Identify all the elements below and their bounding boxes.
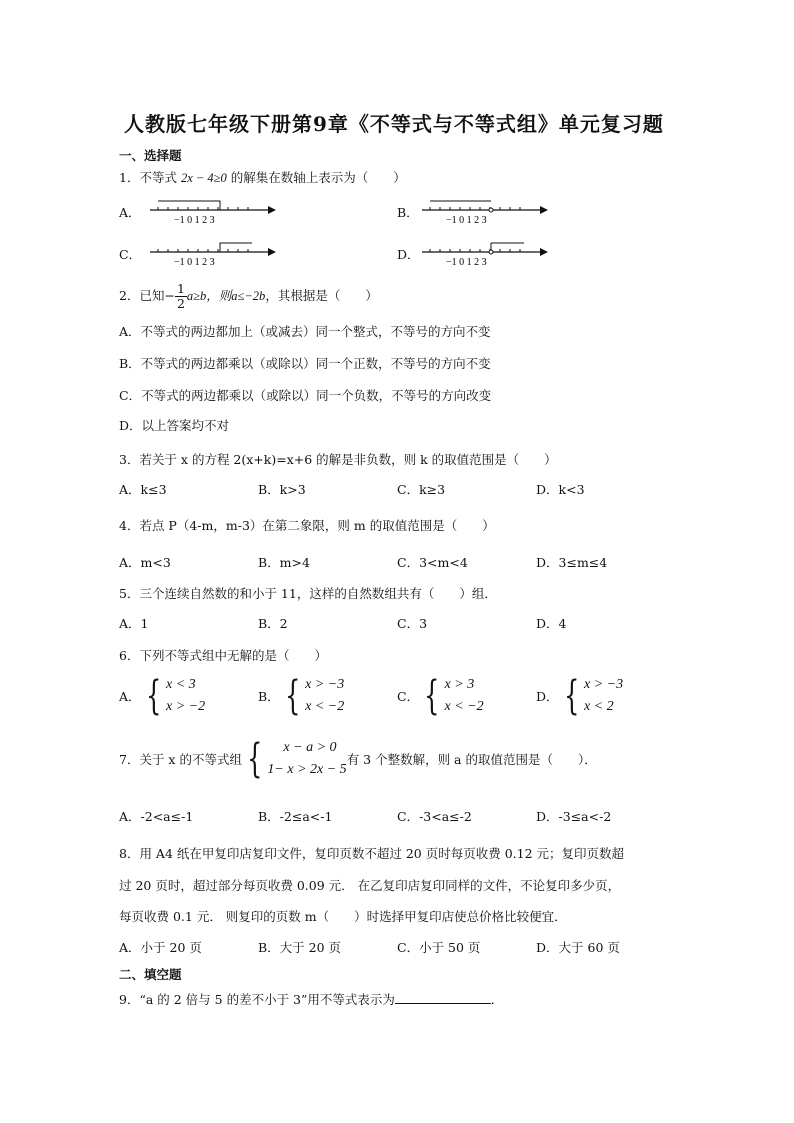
q5-option-a: A．1 [119, 616, 149, 631]
q6-option-d: D． { x > −3 x < 2 [536, 673, 624, 719]
q1-option-c-numberline [148, 240, 278, 270]
q4-option-d: D．3≤m≤4 [536, 555, 608, 570]
q8-option-a: A．小于 20 页 [119, 940, 202, 955]
q1-option-b-label: B． [397, 205, 419, 220]
q3-option-d: D．k<3 [536, 482, 585, 497]
q1-stem-b: 的解集在数轴上表示为（ ） [230, 170, 406, 185]
q1-stem-a: 1．不等式 [119, 170, 177, 185]
q1-option-a-label: A． [119, 205, 141, 220]
q7-system: x − a > 0 1− x > 2x − 5 [267, 740, 347, 777]
q7-option-d: D．-3≤a<-2 [536, 809, 612, 824]
q3-option-c: C．k≥3 [397, 482, 446, 497]
question-2 [119, 282, 378, 311]
question-8-line-3: 每页收费 0.1 元． 则复印的页数 m（ ）时选择甲复印店使总价格比较便宜． [119, 909, 567, 924]
q2-stem-c: a≤−2b [231, 289, 266, 303]
q5-option-c: C．3 [397, 616, 428, 631]
q2-stem-d: ，其根据是（ ） [265, 288, 378, 303]
q6-option-a: A． { x < 3 x > −2 [119, 673, 206, 719]
q8-option-c: C．小于 50 页 [397, 940, 481, 955]
q1-inequality: 2x − 4≥0 [180, 171, 227, 185]
q1-c-ticks: −1 0 1 2 3 [174, 257, 215, 268]
q1-a-ticks: −1 0 1 2 3 [174, 215, 215, 226]
q1-b-ticks: −1 0 1 2 3 [446, 215, 487, 226]
q2-option-a: A．不等式的两边都加上（或减去）同一个整式，不等号的方向不变 [119, 324, 491, 339]
q5-option-d: D．4 [536, 616, 567, 631]
question-8-line-2: 过 20 页时，超过部分每页收费 0.09 元． 在乙复印店复印同样的文件，不论复印多少页， [119, 878, 621, 893]
q2-stem-b: a≥b，则 [186, 289, 232, 303]
question-3: 3．若关于 x 的方程 2(x+k)=x+6 的解是非负数，则 k 的取值范围是（ ） [119, 452, 557, 467]
section-heading-fill: 二、填空题 [119, 967, 182, 982]
q9-end: ． [490, 992, 504, 1007]
q7-option-c: C．-3<a≤-2 [397, 809, 472, 824]
q6-option-c: C． { x > 3 x < −2 [397, 673, 484, 719]
question-4: 4．若点 P（4-m，m-3）在第二象限，则 m 的取值范围是（ ） [119, 518, 495, 533]
page-title: 人教版七年级下册第9章《不等式与不等式组》单元复习题 [124, 112, 664, 136]
q2-option-c: C．不等式的两边都乘以（或除以）同一个负数，不等号的方向改变 [119, 388, 492, 403]
q1-option-d-label: D． [397, 247, 420, 262]
q4-option-b: B．m>4 [258, 555, 310, 570]
q2-fraction: $\frac{1}{2}$ [176, 281, 185, 311]
q1-d-ticks: −1 0 1 2 3 [446, 257, 487, 268]
question-6: 6．下列不等式组中无解的是（ ） [119, 648, 327, 663]
q5-option-b: B．2 [258, 616, 288, 631]
q9-stem: 9．“a 的 2 倍与 5 的差不小于 3”用不等式表示为 [119, 992, 395, 1007]
q3-option-b: B．k>3 [258, 482, 306, 497]
q1-option-b-numberline [420, 198, 550, 228]
q4-option-a: A．m<3 [119, 555, 171, 570]
q1-option-a-numberline [148, 198, 278, 228]
q9-answer-blank[interactable] [395, 991, 491, 1004]
q8-option-b: B．大于 20 页 [258, 940, 342, 955]
question-1 [119, 168, 406, 186]
q1-option-c-label: C． [119, 247, 142, 262]
section-heading-choice: 一、选择题 [119, 148, 182, 163]
q2-option-d: D．以上答案均不对 [119, 418, 230, 433]
q7-option-b: B．-2≤a<-1 [258, 809, 333, 824]
q2-option-b: B．不等式的两边都乘以（或除以）同一个正数，不等号的方向不变 [119, 356, 491, 371]
question-8-line-1: 8．用 A4 纸在甲复印店复印文件，复印页数不超过 20 页时每页收费 0.12 元；复印页数超 [119, 846, 625, 861]
q3-option-a: A．k≤3 [119, 482, 167, 497]
question-5: 5．三个连续自然数的和小于 11，这样的自然数组共有（ ）组． [119, 586, 497, 601]
q7-stem-a: 7．关于 x 的不等式组 [119, 752, 242, 767]
q6-option-b: B． { x > −3 x < −2 [258, 673, 345, 719]
q8-option-d: D．大于 60 页 [536, 940, 620, 955]
question-9 [119, 990, 503, 1008]
question-7: 7．关于 x 的不等式组 { x − a > 0 1− x > 2x − 5 有 3 个整数解，则 a 的取值范围是（ ）． [119, 736, 597, 782]
q4-option-c: C．3<m<4 [397, 555, 468, 570]
q7-option-a: A．-2<a≤-1 [119, 809, 194, 824]
q7-stem-b: 有 3 个整数解，则 a 的取值范围是（ ）． [346, 752, 597, 767]
q2-stem-a: 2．已知− [119, 288, 175, 303]
q1-option-d-numberline [420, 240, 550, 270]
